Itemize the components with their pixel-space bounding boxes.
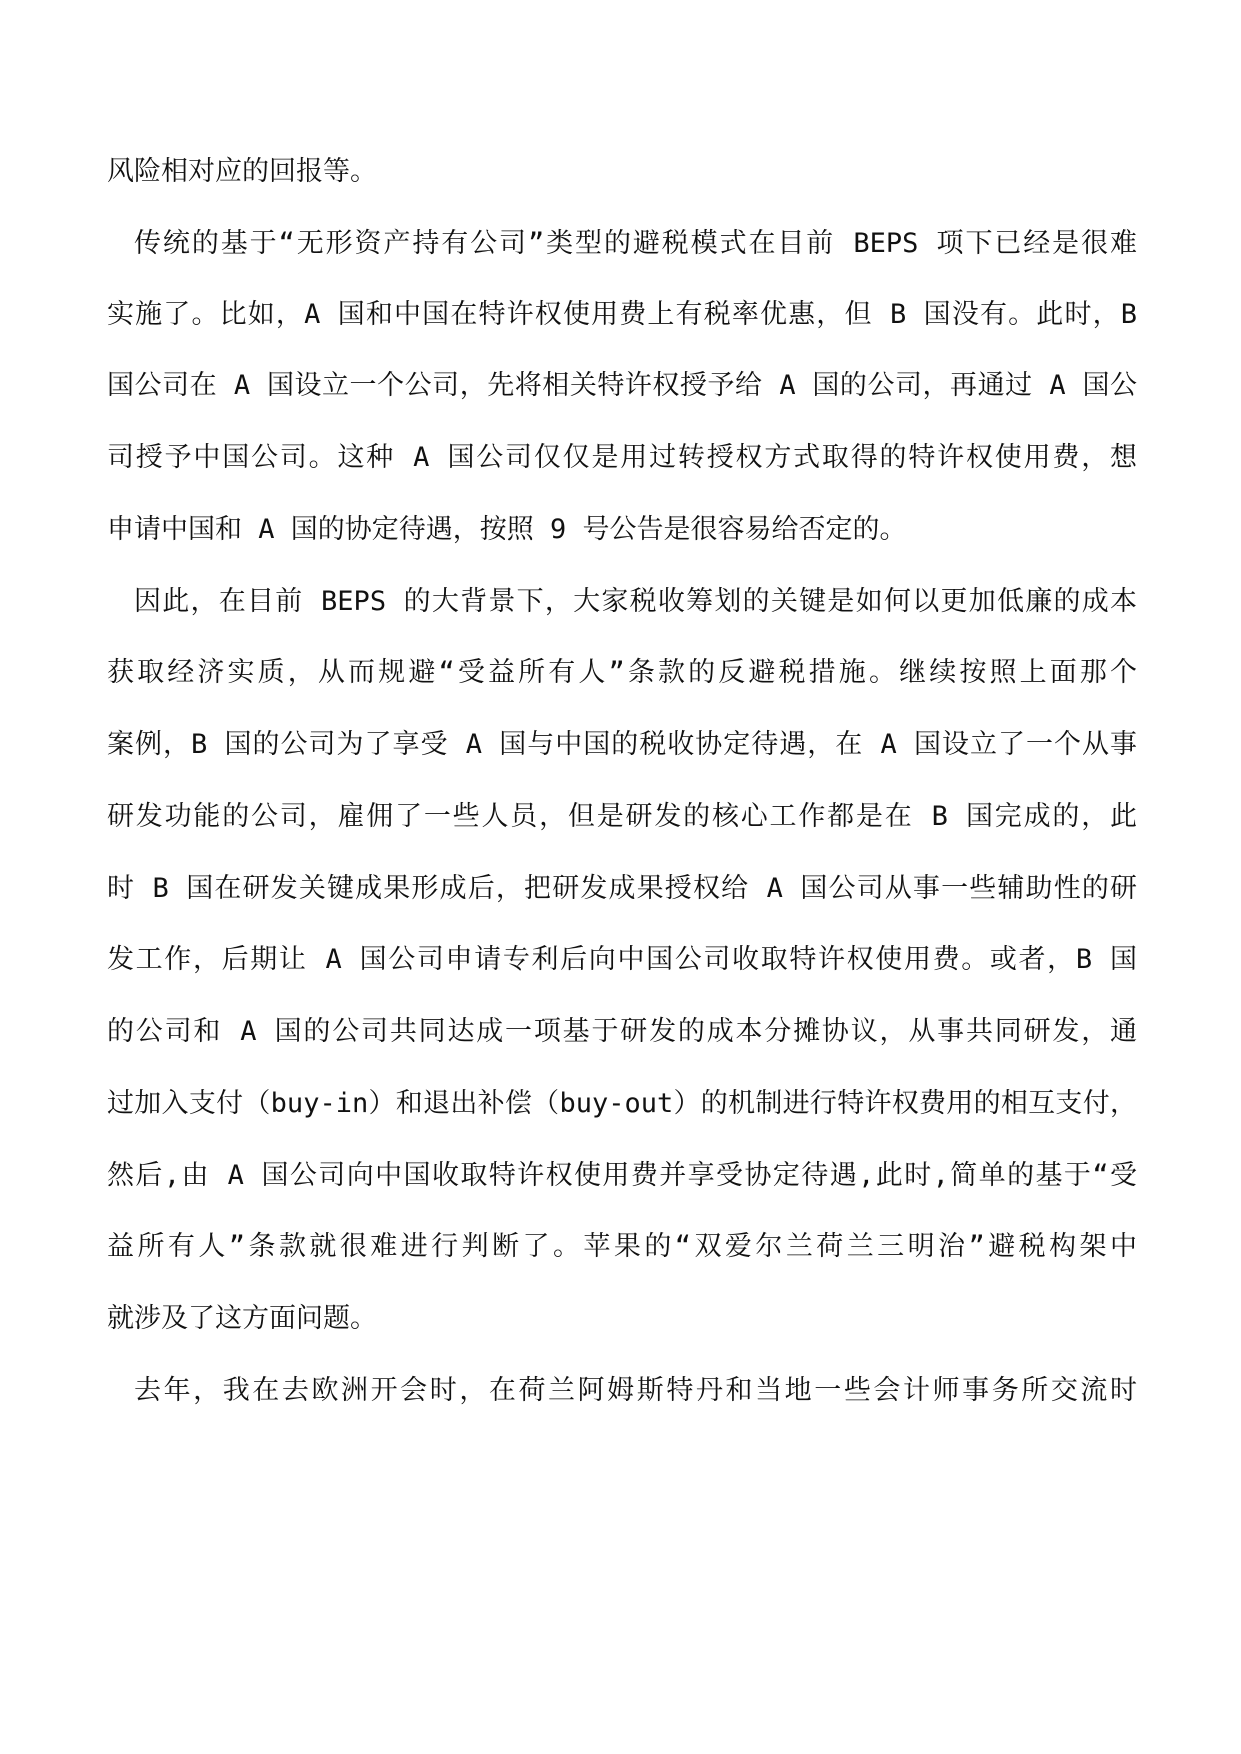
paragraph-first-line: 传统的基于“无形资产持有公司”类型的避税模式在目前 BEPS 项下已经是很难 <box>134 228 1137 259</box>
text-line: 风险相对应的回报等。 <box>107 156 377 187</box>
text-line: 就涉及了这方面问题。 <box>107 1303 377 1334</box>
paragraph-first-line: 因此，在目前 BEPS 的大背景下，大家税收筹划的关键是如何以更加低廉的成本 <box>134 586 1137 617</box>
text-line: 过加入支付（buy-in）和退出补偿（buy-out）的机制进行特许权费用的相互支付， <box>107 1088 1137 1119</box>
text-line: 时 B 国在研发关键成果形成后，把研发成果授权给 A 国公司从事一些辅助性的研 <box>107 873 1137 904</box>
text-line: 然后,由 A 国公司向中国收取特许权使用费并享受协定待遇,此时,简单的基于“受 <box>107 1160 1137 1191</box>
text-line: 的公司和 A 国的公司共同达成一项基于研发的成本分摊协议，从事共同研发，通 <box>107 1016 1137 1047</box>
text-line: 获取经济实质，从而规避“受益所有人”条款的反避税措施。继续按照上面那个 <box>107 657 1137 688</box>
text-line: 司授予中国公司。这种 A 国公司仅仅是用过转授权方式取得的特许权使用费，想 <box>107 442 1137 473</box>
text-line: 发工作，后期让 A 国公司申请专利后向中国公司收取特许权使用费。或者，B 国 <box>107 944 1137 975</box>
text-line: 国公司在 A 国设立一个公司，先将相关特许权授予给 A 国的公司，再通过 A 国公 <box>107 370 1137 401</box>
text-line: 益所有人”条款就很难进行判断了。苹果的“双爱尔兰荷兰三明治”避税构架中 <box>107 1231 1137 1262</box>
text-line: 实施了。比如，A 国和中国在特许权使用费上有税率优惠，但 B 国没有。此时，B <box>107 299 1137 330</box>
text-line: 申请中国和 A 国的协定待遇，按照 9 号公告是很容易给否定的。 <box>107 514 907 545</box>
paragraph-first-line: 去年，我在去欧洲开会时，在荷兰阿姆斯特丹和当地一些会计师事务所交流时 <box>134 1375 1137 1406</box>
text-line: 研发功能的公司，雇佣了一些人员，但是研发的核心工作都是在 B 国完成的，此 <box>107 801 1137 832</box>
text-line: 案例，B 国的公司为了享受 A 国与中国的税收协定待遇，在 A 国设立了一个从事 <box>107 729 1137 760</box>
